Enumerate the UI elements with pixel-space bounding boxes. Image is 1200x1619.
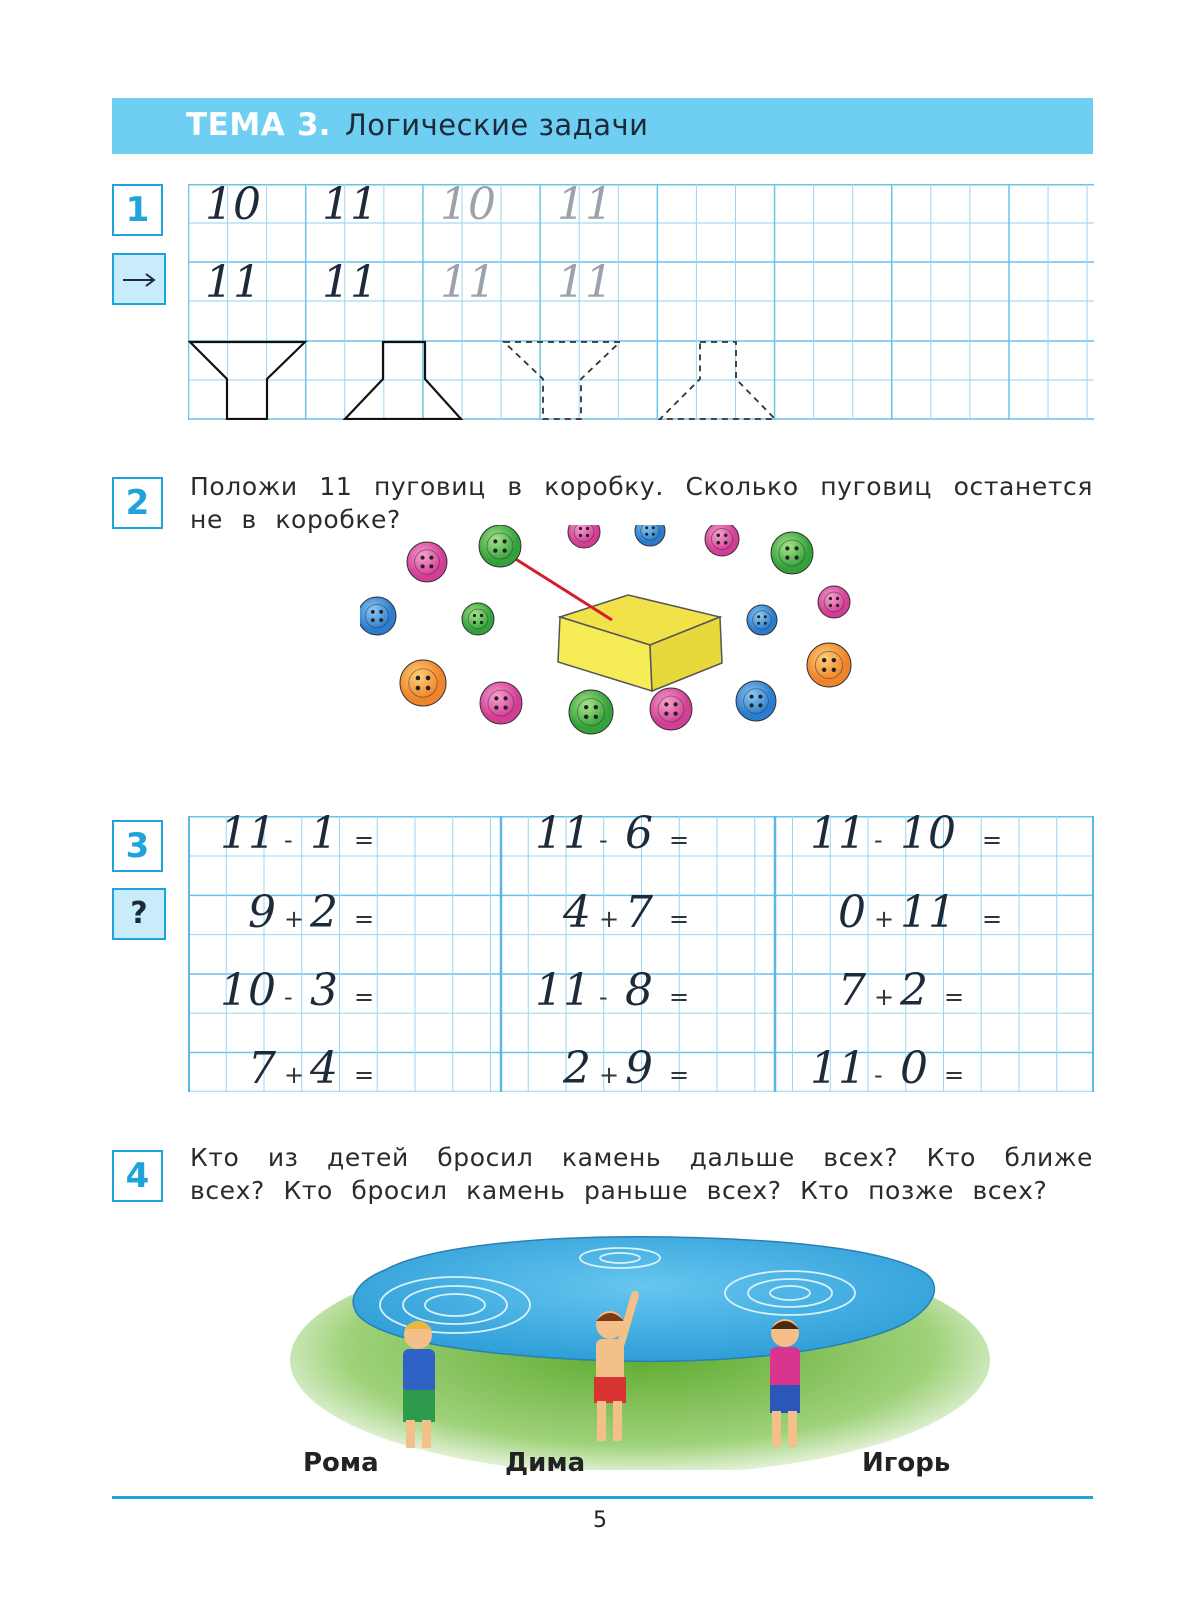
name-roma: Рома bbox=[303, 1448, 379, 1478]
expr-col2-r1-equals: = bbox=[669, 826, 690, 854]
expr-col2-r1-first-operand: 11 bbox=[535, 808, 591, 859]
expr-col3-r2-first-operand: 0 bbox=[838, 887, 866, 938]
sewing-button bbox=[568, 525, 600, 548]
expr-col3-r1-second-operand: 10 bbox=[900, 808, 956, 859]
task-number-3: 3 bbox=[112, 820, 163, 872]
hw-row2-4: 11 bbox=[557, 257, 613, 308]
expr-col3-r2-equals: = bbox=[982, 905, 1003, 933]
topic-header bbox=[112, 98, 1093, 154]
expr-col1-r1-operator: - bbox=[284, 826, 293, 854]
buttons-and-box-illustration bbox=[360, 525, 900, 775]
expr-col1-r4-operator: + bbox=[284, 1061, 305, 1089]
hw-row1-3: 10 bbox=[440, 179, 496, 230]
hw-row1-1: 10 bbox=[205, 179, 261, 230]
topic-label: ТЕМА bbox=[186, 107, 286, 143]
expr-col3-r4-second-operand: 0 bbox=[900, 1043, 928, 1094]
pond-illustration bbox=[290, 1225, 990, 1470]
expr-col3-r4-operator: - bbox=[874, 1061, 883, 1089]
expr-col2-r4-second-operand: 9 bbox=[625, 1043, 653, 1094]
expr-col2-r3-operator: - bbox=[599, 983, 608, 1011]
expr-col3-r2-second-operand: 11 bbox=[900, 887, 956, 938]
sewing-button bbox=[635, 525, 665, 546]
task-number-1: 1 bbox=[112, 184, 163, 236]
task-number-4: 4 bbox=[112, 1150, 163, 1202]
page-number: 5 bbox=[593, 1508, 607, 1533]
expr-col1-r4-first-operand: 7 bbox=[248, 1043, 276, 1094]
sewing-button bbox=[818, 586, 850, 618]
expr-col1-r3-equals: = bbox=[354, 983, 375, 1011]
sewing-button bbox=[407, 542, 447, 582]
task2-text: Положи 11 пуговиц в коробку. Сколько пуговиц останется не в коробке? bbox=[190, 472, 1093, 534]
sewing-button bbox=[480, 682, 522, 724]
expr-col3-r4-first-operand: 11 bbox=[810, 1043, 866, 1094]
question-icon: ? bbox=[112, 888, 166, 940]
expr-col2-r2-first-operand: 4 bbox=[563, 887, 591, 938]
arrow-right-icon bbox=[112, 253, 166, 305]
hw-row2-2: 11 bbox=[322, 257, 378, 308]
expr-col3-r1-equals: = bbox=[982, 826, 1003, 854]
expr-col1-r3-second-operand: 3 bbox=[310, 965, 338, 1016]
hw-row2-3: 11 bbox=[440, 257, 496, 308]
footer-divider bbox=[112, 1496, 1093, 1499]
expr-col2-r3-equals: = bbox=[669, 983, 690, 1011]
expr-col2-r1-second-operand: 6 bbox=[625, 808, 653, 859]
sewing-button bbox=[479, 525, 521, 567]
expr-col3-r3-second-operand: 2 bbox=[900, 965, 928, 1016]
name-igor: Игорь bbox=[862, 1448, 951, 1478]
expr-col3-r2-operator: + bbox=[874, 905, 895, 933]
topic-number: 3. bbox=[297, 107, 331, 143]
expr-col2-r2-second-operand: 7 bbox=[625, 887, 653, 938]
red-arrow-line bbox=[514, 558, 612, 620]
expr-col3-r3-equals: = bbox=[944, 983, 965, 1011]
expr-col3-r1-first-operand: 11 bbox=[810, 808, 866, 859]
expr-col1-r2-equals: = bbox=[354, 905, 375, 933]
expr-col1-r1-equals: = bbox=[354, 826, 375, 854]
expr-col1-r2-second-operand: 2 bbox=[310, 887, 338, 938]
expr-col2-r2-operator: + bbox=[599, 905, 620, 933]
expr-col1-r3-operator: - bbox=[284, 983, 293, 1011]
sewing-button bbox=[462, 603, 494, 635]
hw-row1-4: 11 bbox=[557, 179, 613, 230]
pond-water bbox=[353, 1237, 934, 1362]
expr-col2-r4-equals: = bbox=[669, 1061, 690, 1089]
expr-col2-r4-operator: + bbox=[599, 1061, 620, 1089]
expr-col2-r3-first-operand: 11 bbox=[535, 965, 591, 1016]
sewing-button bbox=[650, 688, 692, 730]
expr-col1-r2-first-operand: 9 bbox=[248, 887, 276, 938]
yellow-box bbox=[558, 595, 722, 691]
expr-col1-r3-first-operand: 10 bbox=[220, 965, 276, 1016]
expr-col1-r4-second-operand: 4 bbox=[310, 1043, 338, 1094]
sewing-button bbox=[400, 660, 446, 706]
task-number-2: 2 bbox=[112, 477, 163, 529]
sewing-button bbox=[771, 532, 813, 574]
topic-title: Логические задачи bbox=[345, 108, 649, 142]
expr-col1-r4-equals: = bbox=[354, 1061, 375, 1089]
expr-col2-r4-first-operand: 2 bbox=[563, 1043, 591, 1094]
sewing-button bbox=[705, 525, 739, 556]
expr-col1-r1-first-operand: 11 bbox=[220, 808, 276, 859]
task4-text: Кто из детей бросил камень дальше всех? Кто ближе всех? Кто бросил камень раньше всех? Кто позже всех? bbox=[190, 1143, 1093, 1205]
expr-col1-r1-second-operand: 1 bbox=[310, 808, 338, 859]
expr-col2-r2-equals: = bbox=[669, 905, 690, 933]
expr-col3-r3-operator: + bbox=[874, 983, 895, 1011]
sewing-button bbox=[747, 605, 777, 635]
expr-col3-r4-equals: = bbox=[944, 1061, 965, 1089]
sewing-button bbox=[807, 643, 851, 687]
name-dima: Дима bbox=[505, 1448, 586, 1478]
expr-col2-r1-operator: - bbox=[599, 826, 608, 854]
sewing-button bbox=[360, 597, 396, 635]
hw-row1-2: 11 bbox=[322, 179, 378, 230]
expr-col1-r2-operator: + bbox=[284, 905, 305, 933]
expr-col3-r1-operator: - bbox=[874, 826, 883, 854]
expr-col3-r3-first-operand: 7 bbox=[838, 965, 866, 1016]
sewing-button bbox=[736, 681, 776, 721]
sewing-button bbox=[569, 690, 613, 734]
expr-col2-r3-second-operand: 8 bbox=[625, 965, 653, 1016]
hw-row2-1: 11 bbox=[205, 257, 261, 308]
